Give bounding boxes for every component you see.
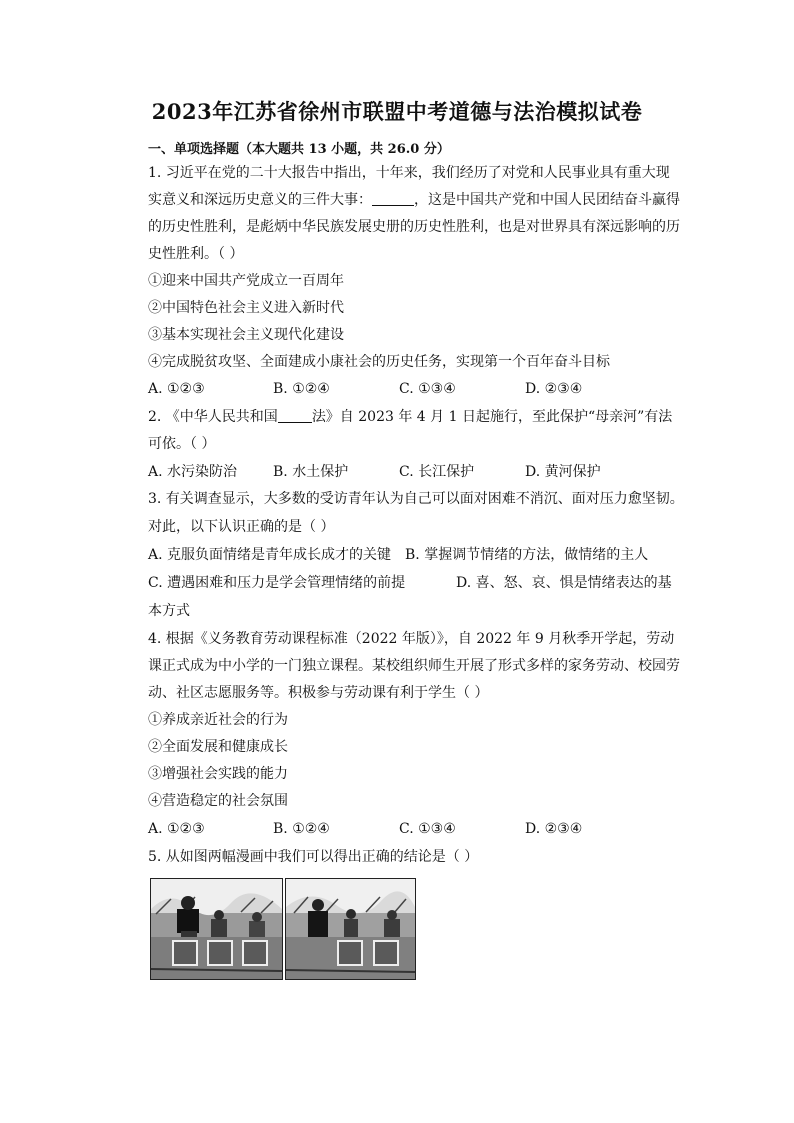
- q1-option-a: A. ①②③: [148, 381, 205, 397]
- q1-line-2: [148, 191, 680, 209]
- comic-right-drawing: [286, 879, 415, 979]
- q1-line-1: 1. 习近平在党的二十大报告中指出，十年来，我们经历了对党和人民事业具有重大现: [148, 165, 670, 181]
- q2-option-c: C. 长江保护: [399, 464, 475, 480]
- q3-option-d: D. 喜、怒、哀、惧是情绪表达的基: [456, 575, 672, 591]
- section-heading: 一、单项选择题（本大题共 13 小题，共 26.0 分）: [148, 142, 450, 157]
- q1-option-d: D. ②③④: [525, 381, 583, 397]
- q2-blank: [278, 408, 312, 423]
- q1-line-2-rest: ，这是中国共产党和中国人民团结奋斗赢得: [414, 192, 680, 208]
- q1-line-3: 的历史性胜利，是彪炳中华民族发展史册的历史性胜利，也是对世界具有深远影响的历: [148, 219, 680, 235]
- exam-title: 2023年江苏省徐州市联盟中考道德与法治模拟试卷: [151, 99, 643, 124]
- q4-line-1: 4. 根据《义务教育劳动课程标准（2022 年版）》，自 2022 年 9 月秋季开学起，劳动: [148, 631, 675, 647]
- q2-line-2: 可依。（ ）: [148, 436, 216, 452]
- q1-item-4: ④完成脱贫攻坚、全面建成小康社会的历史任务，实现第一个百年奋斗目标: [148, 354, 610, 370]
- q1-option-c: C. ①③④: [399, 381, 456, 397]
- q3-line-1: 3. 有关调查显示，大多数的受访青年认为自己可以面对困难不消沉、面对压力愈坚韧。: [148, 491, 684, 507]
- q1-option-b: B. ①②④: [273, 381, 330, 397]
- q2-option-b: B. 水土保护: [273, 464, 349, 480]
- q1-item-3: ③基本实现社会主义现代化建设: [148, 327, 344, 343]
- q1-item-2: ②中国特色社会主义进入新时代: [148, 300, 344, 316]
- comic-panel-left: [150, 878, 283, 980]
- q1-item-1: ①迎来中国共产党成立一百周年: [148, 273, 344, 289]
- comic-left-drawing: [151, 879, 282, 979]
- q4-option-d: D. ②③④: [525, 821, 583, 837]
- q2-line-1: [148, 408, 672, 426]
- q4-option-a: A. ①②③: [148, 821, 205, 837]
- q1-line-4: 史性胜利。（ ）: [148, 246, 244, 262]
- q2-line-1-rest: 法》自 2023 年 4 月 1 日起施行，至此保护“母亲河”有法: [311, 409, 673, 425]
- q5-line: 5. 从如图两幅漫画中我们可以得出正确的结论是（ ）: [148, 849, 479, 865]
- q4-line-3: 动、社区志愿服务等。积极参与劳动课有利于学生（ ）: [148, 685, 489, 701]
- q4-item-2: ②全面发展和健康成长: [148, 739, 288, 755]
- q4-item-4: ④营造稳定的社会氛围: [148, 793, 288, 809]
- q3-option-b: B. 掌握调节情绪的方法，做情绪的主人: [405, 547, 649, 563]
- q3-option-a: A. 克服负面情绪是青年成长成才的关键: [148, 547, 392, 563]
- q4-line-2: 课正式成为中小学的一门独立课程。某校组织师生开展了形式多样的家务劳动、校园劳: [148, 658, 680, 674]
- q1-blank: [372, 191, 414, 206]
- comic-panel-right: [285, 878, 416, 980]
- q4-item-3: ③增强社会实践的能力: [148, 766, 288, 782]
- q4-option-c: C. ①③④: [399, 821, 456, 837]
- q4-option-b: B. ①②④: [273, 821, 330, 837]
- q3-option-d-cont: 本方式: [148, 603, 190, 619]
- q2-option-d: D. 黄河保护: [525, 464, 601, 480]
- q2-line-1-text: 2. 《中华人民共和国: [148, 409, 278, 425]
- q4-item-1: ①养成亲近社会的行为: [148, 712, 288, 728]
- q3-option-c: C. 遭遇困难和压力是学会管理情绪的前提: [148, 575, 406, 591]
- q3-line-2: 对此，以下认识正确的是（ ）: [148, 519, 335, 535]
- q2-option-a: A. 水污染防治: [148, 464, 238, 480]
- q1-line-2-text: 实意义和深远历史意义的三件大事：: [148, 192, 372, 208]
